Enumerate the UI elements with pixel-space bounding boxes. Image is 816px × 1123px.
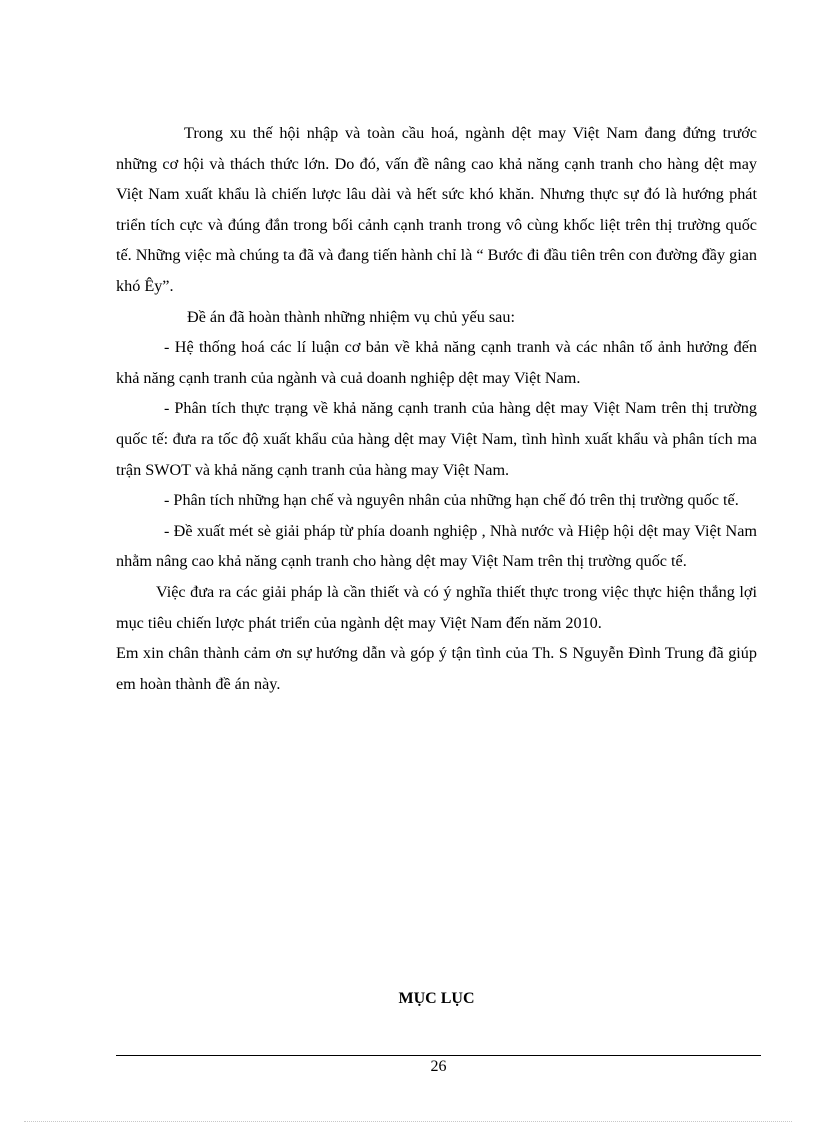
paragraph-tasks-lead: Đề án đã hoàn thành những nhiệm vụ chủ yếu sau: bbox=[187, 307, 515, 326]
paragraph-conclusion: Việc đưa ra các giải pháp là cần thiết và có ý nghĩa thiết thực trong việc thực hiện thắng lợi mục tiêu chiến lược phát triển của ngành dệt may Việt Nam đến năm 2010. bbox=[116, 582, 757, 632]
bullet-solutions: - Đề xuất mét sè giải pháp từ phía doanh nghiệp , Nhà nước và Hiệp hội dệt may Việt Nam nhằm nâng cao khả năng cạnh tranh cho hàng dệt may Việt Nam trên thị trường quốc tế. bbox=[116, 521, 757, 571]
page-number: 26 bbox=[430, 1058, 447, 1075]
toc-heading: MỤC LỤC bbox=[398, 990, 475, 1007]
bullet-analysis: - Phân tích thực trạng về khả năng cạnh tranh của hàng dệt may Việt Nam trên thị trường quốc tế: đưa ra tốc độ xuất khẩu của hàng dệt may Việt Nam, tình hình xuất khẩu và phân tích ma trận SWOT và khả năng cạnh tranh của hàng may Việt Nam. bbox=[116, 399, 757, 479]
bullet-limitations: - Phân tích những hạn chế và nguyên nhân của những hạn chế đó trên thị trường quốc tế. bbox=[164, 491, 739, 510]
bullet-theory: - Hệ thống hoá các lí luận cơ bản về khả năng cạnh tranh và các nhân tố ảnh hưởng đến khả năng cạnh tranh của ngành và cuả doanh nghiệp dệt may Việt Nam. bbox=[116, 338, 757, 387]
paragraph-acknowledgement: Em xin chân thành cảm ơn sự hướng dẫn và góp ý tận tình của Th. S Nguyễn Đình Trung đã giúp em hoàn thành đề án này. bbox=[116, 644, 757, 693]
page-bottom-edge bbox=[24, 1121, 792, 1122]
body-text bbox=[116, 118, 757, 699]
paragraph-intro: Trong xu thế hội nhập và toàn cầu hoá, ngành dệt may Việt Nam đang đứng trước những cơ hội và thách thức lớn. Do đó, vấn đề nâng cao khả năng cạnh tranh cho hàng dệt may Việt Nam xuất khẩu là chiến lược lâu dài và hết sức khó khăn. Nhưng thực sự đó là hướng phát triển tích cực và đúng đắn trong bối cảnh cạnh tranh trong vô cùng khốc liệt trên thị trường quốc tế. Những việc mà chúng ta đã và đang tiến hành chỉ là “ Bước đi đầu tiên trên con đường đầy gian khó Êy”. bbox=[116, 124, 757, 295]
